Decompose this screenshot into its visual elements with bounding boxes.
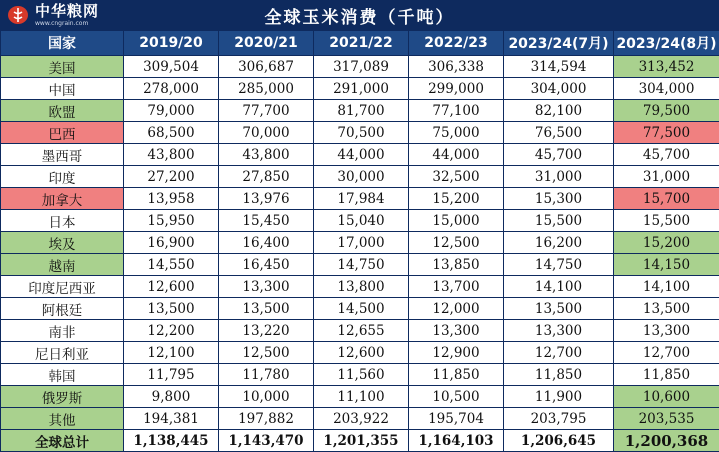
value-cell: 77,500 xyxy=(614,122,719,144)
value-cell: 1,201,355 xyxy=(314,430,409,452)
value-cell: 1,200,368 xyxy=(614,430,719,452)
value-cell: 12,600 xyxy=(124,276,219,298)
table-row xyxy=(1,56,719,78)
country-cell: 越南 xyxy=(1,254,124,276)
value-cell: 27,200 xyxy=(124,166,219,188)
value-cell: 12,900 xyxy=(409,342,504,364)
value-cell: 11,780 xyxy=(219,364,314,386)
value-cell: 13,700 xyxy=(409,276,504,298)
value-cell: 13,300 xyxy=(504,320,614,342)
logo-url: www.cngrain.com xyxy=(35,21,99,27)
value-cell: 306,687 xyxy=(219,56,314,78)
value-cell: 45,700 xyxy=(614,144,719,166)
value-cell: 13,500 xyxy=(219,298,314,320)
value-cell: 15,300 xyxy=(504,188,614,210)
value-cell: 17,000 xyxy=(314,232,409,254)
value-cell: 306,338 xyxy=(409,56,504,78)
country-cell: 印度尼西亚 xyxy=(1,276,124,298)
table-row xyxy=(1,78,719,100)
value-cell: 10,000 xyxy=(219,386,314,408)
value-cell: 203,922 xyxy=(314,408,409,430)
value-cell: 12,700 xyxy=(614,342,719,364)
table-row xyxy=(1,100,719,122)
value-cell: 13,220 xyxy=(219,320,314,342)
value-cell: 1,206,645 xyxy=(504,430,614,452)
value-cell: 76,500 xyxy=(504,122,614,144)
table-row xyxy=(1,166,719,188)
value-cell: 43,800 xyxy=(219,144,314,166)
value-cell: 278,000 xyxy=(124,78,219,100)
value-cell: 31,000 xyxy=(504,166,614,188)
value-cell: 16,400 xyxy=(219,232,314,254)
value-cell: 13,300 xyxy=(614,320,719,342)
value-cell: 14,550 xyxy=(124,254,219,276)
table-row xyxy=(1,386,719,408)
value-cell: 79,500 xyxy=(614,100,719,122)
table-row xyxy=(1,276,719,298)
value-cell: 75,000 xyxy=(409,122,504,144)
value-cell: 15,000 xyxy=(409,210,504,232)
value-cell: 30,000 xyxy=(314,166,409,188)
value-cell: 11,850 xyxy=(409,364,504,386)
value-cell: 14,150 xyxy=(614,254,719,276)
country-cell: 美国 xyxy=(1,56,124,78)
value-cell: 44,000 xyxy=(314,144,409,166)
value-cell: 13,500 xyxy=(614,298,719,320)
value-cell: 14,500 xyxy=(314,298,409,320)
country-cell: 加拿大 xyxy=(1,188,124,210)
value-cell: 15,200 xyxy=(409,188,504,210)
total-row xyxy=(1,430,719,452)
value-cell: 14,750 xyxy=(314,254,409,276)
value-cell: 304,000 xyxy=(614,78,719,100)
header-row xyxy=(1,31,719,56)
value-cell: 11,900 xyxy=(504,386,614,408)
value-cell: 13,800 xyxy=(314,276,409,298)
value-cell: 15,700 xyxy=(614,188,719,210)
value-cell: 304,000 xyxy=(504,78,614,100)
table-row xyxy=(1,144,719,166)
column-header: 2023/24(7月) xyxy=(504,31,614,56)
value-cell: 1,164,103 xyxy=(409,430,504,452)
value-cell: 82,100 xyxy=(504,100,614,122)
country-cell: 俄罗斯 xyxy=(1,386,124,408)
value-cell: 11,560 xyxy=(314,364,409,386)
country-cell: 南非 xyxy=(1,320,124,342)
value-cell: 15,500 xyxy=(504,210,614,232)
column-header: 国家 xyxy=(1,31,124,56)
column-header: 2019/20 xyxy=(124,31,219,56)
value-cell: 14,750 xyxy=(504,254,614,276)
country-cell: 墨西哥 xyxy=(1,144,124,166)
value-cell: 17,984 xyxy=(314,188,409,210)
value-cell: 16,450 xyxy=(219,254,314,276)
value-cell: 12,700 xyxy=(504,342,614,364)
value-cell: 12,655 xyxy=(314,320,409,342)
value-cell: 13,500 xyxy=(504,298,614,320)
value-cell: 14,100 xyxy=(504,276,614,298)
value-cell: 44,000 xyxy=(409,144,504,166)
value-cell: 16,900 xyxy=(124,232,219,254)
value-cell: 12,200 xyxy=(124,320,219,342)
value-cell: 299,000 xyxy=(409,78,504,100)
value-cell: 77,700 xyxy=(219,100,314,122)
country-cell: 巴西 xyxy=(1,122,124,144)
value-cell: 10,600 xyxy=(614,386,719,408)
country-cell: 欧盟 xyxy=(1,100,124,122)
value-cell: 15,040 xyxy=(314,210,409,232)
value-cell: 314,594 xyxy=(504,56,614,78)
table-row xyxy=(1,210,719,232)
consumption-table xyxy=(0,30,719,452)
value-cell: 15,950 xyxy=(124,210,219,232)
value-cell: 12,500 xyxy=(409,232,504,254)
table-row xyxy=(1,254,719,276)
value-cell: 1,138,445 xyxy=(124,430,219,452)
column-header: 2023/24(8月) xyxy=(614,31,719,56)
table-row xyxy=(1,122,719,144)
value-cell: 313,452 xyxy=(614,56,719,78)
value-cell: 12,100 xyxy=(124,342,219,364)
table-row xyxy=(1,364,719,386)
value-cell: 197,882 xyxy=(219,408,314,430)
value-cell: 11,795 xyxy=(124,364,219,386)
page-title: 全球玉米消费（千吨） xyxy=(265,3,455,28)
value-cell: 1,143,470 xyxy=(219,430,314,452)
value-cell: 16,200 xyxy=(504,232,614,254)
value-cell: 195,704 xyxy=(409,408,504,430)
value-cell: 13,300 xyxy=(409,320,504,342)
value-cell: 9,800 xyxy=(124,386,219,408)
value-cell: 317,089 xyxy=(314,56,409,78)
value-cell: 13,850 xyxy=(409,254,504,276)
logo-name: 中华粮网 xyxy=(35,4,99,19)
country-cell: 全球总计 xyxy=(1,430,124,452)
value-cell: 11,100 xyxy=(314,386,409,408)
country-cell: 日本 xyxy=(1,210,124,232)
value-cell: 12,600 xyxy=(314,342,409,364)
value-cell: 81,700 xyxy=(314,100,409,122)
value-cell: 68,500 xyxy=(124,122,219,144)
column-header: 2020/21 xyxy=(219,31,314,56)
value-cell: 291,000 xyxy=(314,78,409,100)
country-cell: 其他 xyxy=(1,408,124,430)
value-cell: 12,500 xyxy=(219,342,314,364)
column-header: 2021/22 xyxy=(314,31,409,56)
value-cell: 13,300 xyxy=(219,276,314,298)
value-cell: 203,535 xyxy=(614,408,719,430)
country-cell: 尼日利亚 xyxy=(1,342,124,364)
country-cell: 埃及 xyxy=(1,232,124,254)
table-row xyxy=(1,188,719,210)
value-cell: 10,500 xyxy=(409,386,504,408)
table-row xyxy=(1,342,719,364)
value-cell: 31,000 xyxy=(614,166,719,188)
value-cell: 15,500 xyxy=(614,210,719,232)
value-cell: 45,700 xyxy=(504,144,614,166)
value-cell: 79,000 xyxy=(124,100,219,122)
value-cell: 70,500 xyxy=(314,122,409,144)
grain-logo-icon xyxy=(6,4,30,26)
value-cell: 11,850 xyxy=(504,364,614,386)
value-cell: 43,800 xyxy=(124,144,219,166)
table-row xyxy=(1,320,719,342)
value-cell: 203,795 xyxy=(504,408,614,430)
title-bar xyxy=(0,0,719,30)
value-cell: 27,850 xyxy=(219,166,314,188)
country-cell: 中国 xyxy=(1,78,124,100)
logo xyxy=(6,3,99,27)
value-cell: 14,100 xyxy=(614,276,719,298)
value-cell: 11,850 xyxy=(614,364,719,386)
value-cell: 70,000 xyxy=(219,122,314,144)
country-cell: 阿根廷 xyxy=(1,298,124,320)
value-cell: 13,976 xyxy=(219,188,314,210)
value-cell: 77,100 xyxy=(409,100,504,122)
value-cell: 32,500 xyxy=(409,166,504,188)
table-row xyxy=(1,408,719,430)
table-row xyxy=(1,298,719,320)
country-cell: 韩国 xyxy=(1,364,124,386)
value-cell: 12,000 xyxy=(409,298,504,320)
column-header: 2022/23 xyxy=(409,31,504,56)
value-cell: 15,200 xyxy=(614,232,719,254)
value-cell: 285,000 xyxy=(219,78,314,100)
value-cell: 13,958 xyxy=(124,188,219,210)
country-cell: 印度 xyxy=(1,166,124,188)
table-row xyxy=(1,232,719,254)
value-cell: 13,500 xyxy=(124,298,219,320)
value-cell: 15,450 xyxy=(219,210,314,232)
value-cell: 309,504 xyxy=(124,56,219,78)
value-cell: 194,381 xyxy=(124,408,219,430)
